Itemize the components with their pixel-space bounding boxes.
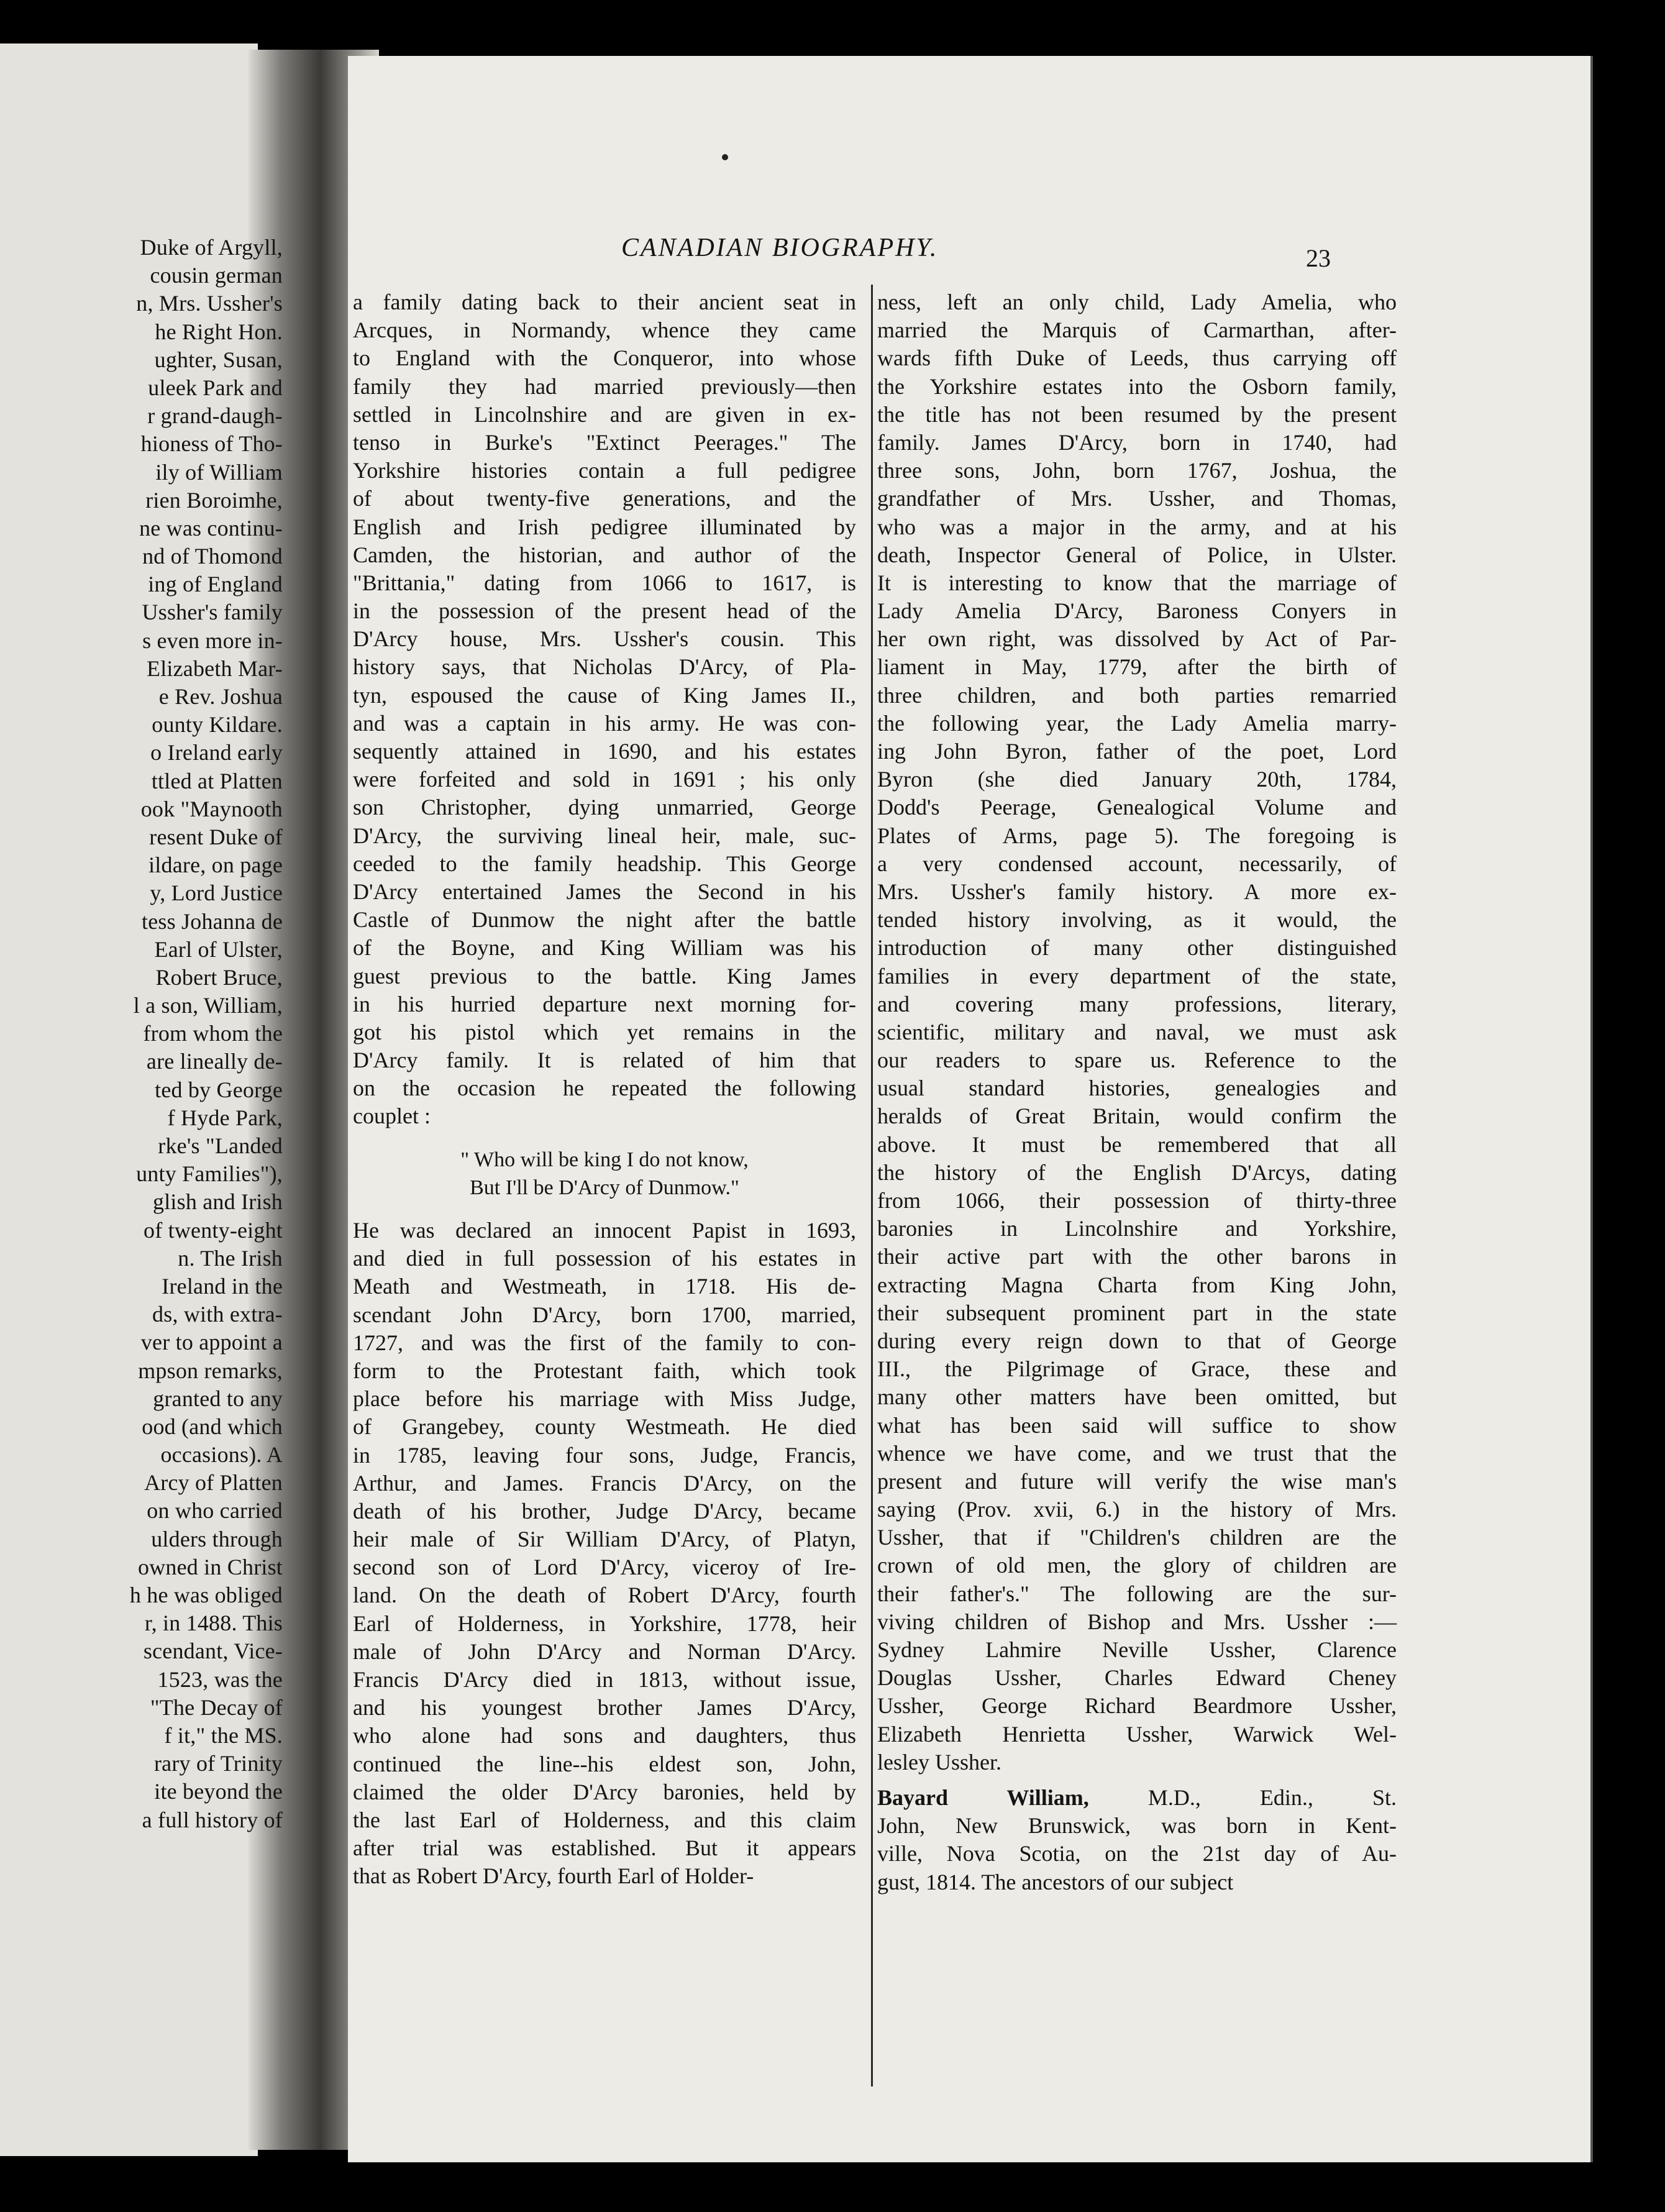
text-line: to England with the Conqueror, into whose [353, 345, 856, 371]
left-page-line: Arcy of Platten [144, 1470, 283, 1496]
text-line: got his pistol which yet remains in the [353, 1019, 856, 1044]
text-line: viving children of Bishop and Mrs. Ussher :— [877, 1609, 1397, 1634]
text-line: liament in May, 1779, after the birth of [877, 654, 1397, 680]
text-line: in the possession of the present head of the [353, 598, 856, 624]
entry-credentials: M.D., Edin., St. [1088, 1785, 1397, 1810]
text-line: of about twenty-five generations, and the [353, 486, 856, 511]
text-line: whence we have come, and we trust that the [877, 1440, 1397, 1466]
text-line: usual standard histories, genealogies and [877, 1076, 1397, 1101]
text-line: Mrs. Ussher's family history. A more ex- [877, 879, 1397, 904]
left-page-line: o Ireland early [150, 740, 283, 766]
text-line: form to the Protestant faith, which took [353, 1358, 856, 1383]
text-line: their subsequent prominent part in the state [877, 1300, 1397, 1325]
text-line: the history of the English D'Arcys, dating [877, 1159, 1397, 1185]
text-line: who alone had sons and daughters, thus [353, 1723, 856, 1748]
left-page-line: y, Lord Justice [150, 880, 283, 906]
text-line: second son of Lord D'Arcy, viceroy of Ire- [353, 1555, 856, 1580]
left-page-line: a full history of [142, 1807, 283, 1832]
text-line: tyn, espoused the cause of King James II., [353, 682, 856, 708]
left-page-line: resent Duke of [149, 824, 283, 849]
left-page-line: cousin german [150, 263, 283, 288]
text-line: lesley Ussher. [877, 1749, 1001, 1775]
left-page-line: r grand-daugh- [147, 403, 283, 429]
text-line: the following year, the Lady Amelia marry- [877, 710, 1397, 736]
left-page-line: on who carried [147, 1498, 283, 1524]
text-line: crown of old men, the glory of children are [877, 1553, 1397, 1578]
text-line: history says, that Nicholas D'Arcy, of Pla- [353, 654, 856, 680]
text-line: Elizabeth Henrietta Ussher, Warwick Wel- [877, 1721, 1397, 1747]
entry-heading-line [877, 1784, 1397, 1812]
text-line: their active part with the other barons in [877, 1244, 1397, 1269]
left-page-line: "The Decay of [150, 1694, 283, 1720]
text-line: our readers to spare us. Reference to the [877, 1048, 1397, 1073]
text-line: of the Boyne, and King William was his [353, 935, 856, 961]
text-line: scientific, military and naval, we must ask [877, 1019, 1397, 1044]
text-line: three children, and both parties remarried [877, 682, 1397, 708]
text-line: place before his marriage with Miss Judge, [353, 1386, 856, 1412]
text-line: Byron (she died January 20th, 1784, [877, 767, 1397, 792]
text-line: families in every department of the state, [877, 963, 1397, 989]
left-page-line: ily of William [155, 459, 283, 485]
text-line: ing John Byron, father of the poet, Lord [877, 739, 1397, 764]
left-page-line: ulders through [151, 1526, 283, 1552]
text-line: introduction of many other distinguished [877, 935, 1397, 961]
text-line: Arthur, and James. Francis D'Arcy, on the [353, 1470, 856, 1496]
text-line: grandfather of Mrs. Ussher, and Thomas, [877, 486, 1397, 511]
quote-line: " Who will be king I do not know, [460, 1148, 749, 1171]
left-page-line: scendant, Vice- [143, 1638, 283, 1664]
left-page-line: n. The Irish [178, 1245, 283, 1271]
text-line: sequently attained in 1690, and his estates [353, 739, 856, 764]
left-page-line: Elizabeth Mar- [147, 656, 283, 681]
text-line: and his youngest brother James D'Arcy, [353, 1695, 856, 1721]
text-line: English and Irish pedigree illuminated by [353, 514, 856, 539]
left-page-line: glish and Irish [153, 1189, 283, 1215]
text-line: wards fifth Duke of Leeds, thus carrying off [877, 345, 1397, 371]
text-line: and died in full possession of his estates in [353, 1246, 856, 1271]
text-line: a family dating back to their ancient seat in [353, 290, 856, 314]
text-line: of Grangebey, county Westmeath. He died [353, 1414, 856, 1440]
left-page-line: owned in Christ [138, 1554, 283, 1579]
text-line: Francis D'Arcy died in 1813, without issue, [353, 1667, 856, 1692]
left-page-line: ds, with extra- [152, 1302, 283, 1327]
text-line: ceeded to the family headship. This George [353, 851, 856, 876]
paragraph-gap [353, 1131, 856, 1146]
ink-speck [722, 154, 728, 160]
entry-name: Bayard William, [877, 1785, 1089, 1810]
text-line: settled in Lincolnshire and are given in ex- [353, 401, 856, 427]
text-line: ville, Nova Scotia, on the 21st day of Au- [877, 1841, 1397, 1867]
text-line: son Christopher, dying unmarried, George [353, 795, 856, 820]
text-line: many other matters have been omitted, but [877, 1384, 1397, 1410]
left-page-line: Duke of Argyll, [140, 235, 283, 260]
left-page-line: f it," the MS. [164, 1722, 283, 1748]
text-line: baronies in Lincolnshire and Yorkshire, [877, 1216, 1397, 1241]
text-line: Plates of Arms, page 5). The foregoing is [877, 823, 1397, 848]
left-page-line: ted by George [155, 1077, 283, 1102]
left-page-line: Ireland in the [162, 1273, 283, 1299]
left-page-line: e Rev. Joshua [158, 684, 283, 709]
text-line: Yorkshire histories contain a full pedigree [353, 458, 856, 483]
left-page-line: h he was obliged [129, 1583, 283, 1607]
text-line: Sydney Lahmire Neville Ussher, Clarence [877, 1637, 1397, 1662]
text-line: during every reign down to that of George [877, 1328, 1397, 1353]
text-line: family they had married previously—then [353, 373, 856, 399]
quote-line: But I'll be D'Arcy of Dunmow." [470, 1176, 739, 1199]
text-line: her own right, was dissolved by Act of Par- [877, 626, 1397, 652]
text-line: death, Inspector General of Police, in Ulster. [877, 542, 1397, 567]
text-line: and was a captain in his army. He was con- [353, 710, 856, 736]
text-line: a very condensed account, necessarily, of [877, 851, 1397, 876]
text-line: male of John D'Arcy and Norman D'Arcy. [353, 1638, 856, 1664]
left-page-line: s even more in- [142, 628, 283, 653]
left-page-line: he Right Hon. [155, 319, 283, 344]
left-page-line: from whom the [143, 1021, 283, 1046]
text-line: three sons, John, born 1767, Joshua, the [877, 458, 1397, 483]
left-page-line: ook "Maynooth [140, 796, 283, 821]
text-line: Castle of Dunmow the night after the battle [353, 907, 856, 933]
text-line: heir male of Sir William D'Arcy, of Platyn, [353, 1527, 856, 1552]
running-title: CANADIAN BIOGRAPHY. [621, 234, 939, 262]
left-page-line: Robert Bruce, [155, 964, 283, 990]
paragraph-gap [353, 1202, 856, 1217]
text-line: death of his brother, Judge D'Arcy, became [353, 1498, 856, 1524]
entry-gap [877, 1776, 1397, 1784]
text-line: what has been said will suffice to show [877, 1412, 1397, 1438]
page-number: 23 [1306, 244, 1331, 272]
text-line: It is interesting to know that the marriage of [877, 570, 1397, 595]
left-page-line: mpson remarks, [138, 1358, 283, 1383]
left-page-line: ne was continu- [139, 515, 283, 541]
left-page-line: ver to appoint a [140, 1330, 283, 1355]
text-line: 1727, and was the first of the family to con- [353, 1330, 856, 1355]
text-line: D'Arcy family. It is related of him that [353, 1048, 856, 1073]
text-line: from 1066, their possession of thirty-three [877, 1188, 1397, 1213]
text-line: gust, 1814. The ancestors of our subject [877, 1869, 1234, 1894]
text-line: after trial was established. But it appears [353, 1835, 856, 1861]
left-page-line: ite beyond the [154, 1779, 283, 1804]
left-page-line: Ussher's family [142, 600, 283, 625]
text-line: present and future will verify the wise man's [877, 1468, 1397, 1494]
text-line: married the Marquis of Carmarthan, after- [877, 318, 1397, 343]
column-rule [871, 285, 873, 2086]
text-line: heralds of Great Britain, would confirm the [877, 1104, 1397, 1129]
text-line: D'Arcy, the surviving lineal heir, male, suc- [353, 823, 856, 848]
text-line: guest previous to the battle. King James [353, 963, 856, 989]
left-page-text [0, 234, 283, 1834]
left-page-line: ttled at Platten [151, 768, 283, 793]
text-line: their father's." The following are the sur- [877, 1581, 1397, 1606]
left-page-line: 1523, was the [157, 1666, 283, 1692]
left-page-line: ing of England [148, 572, 283, 597]
text-line: Douglas Ussher, Charles Edward Cheney [877, 1665, 1397, 1691]
left-page-line: ounty Kildare. [152, 712, 283, 738]
left-page-line: f Hyde Park, [167, 1105, 283, 1130]
text-line: Meath and Westmeath, in 1718. His de- [353, 1274, 856, 1299]
text-line: family. James D'Arcy, born in 1740, had [877, 429, 1397, 455]
text-line: tended history involving, as it would, the [877, 907, 1397, 933]
text-line: above. It must be remembered that all [877, 1131, 1397, 1157]
text-line: He was declared an innocent Papist in 1693, [353, 1218, 856, 1243]
text-line: the title has not been resumed by the present [877, 401, 1397, 427]
text-line: ness, left an only child, Lady Amelia, who [877, 290, 1397, 314]
left-page-line: ughter, Susan, [154, 347, 283, 372]
left-page-line: ood (and which [142, 1414, 283, 1439]
text-line: Arcques, in Normandy, whence they came [353, 318, 856, 343]
left-page-line: r, in 1488. This [144, 1611, 283, 1636]
text-line: couplet : [353, 1104, 431, 1129]
text-line: in his hurried departure next morning for- [353, 991, 856, 1017]
left-page-line: nd of Thomond [142, 544, 283, 569]
left-page-line: Earl of Ulster, [154, 936, 283, 962]
text-column-right [877, 288, 1397, 1896]
text-column-left [353, 288, 856, 1891]
left-page-line: rary of Trinity [153, 1751, 283, 1776]
text-line: in 1785, leaving four sons, Judge, Francis, [353, 1442, 856, 1468]
text-line: land. On the death of Robert D'Arcy, fourth [353, 1583, 856, 1608]
text-line: saying (Prov. xvii, 6.) in the history of Mrs. [877, 1497, 1397, 1522]
left-page-line: of twenty-eight [144, 1217, 283, 1243]
text-line: "Brittania," dating from 1066 to 1617, is [353, 570, 856, 595]
text-line: III., the Pilgrimage of Grace, these and [877, 1356, 1397, 1382]
text-line: tenso in Burke's "Extinct Peerages." The [353, 429, 856, 455]
text-line: the last Earl of Holderness, and this claim [353, 1807, 856, 1832]
text-line: D'Arcy house, Mrs. Ussher's cousin. This [353, 626, 856, 652]
text-line: scendant John D'Arcy, born 1700, married, [353, 1302, 856, 1327]
text-line: Lady Amelia D'Arcy, Baroness Conyers in [877, 598, 1397, 624]
text-line: and covering many professions, literary, [877, 991, 1397, 1017]
left-page-line: ildare, on page [148, 852, 283, 878]
text-line: Ussher, George Richard Beardmore Ussher, [877, 1693, 1397, 1719]
left-page-line: tess Johanna de [142, 908, 283, 934]
left-page-line: are lineally de- [146, 1049, 283, 1074]
left-page-line: granted to any [153, 1386, 283, 1411]
text-line: D'Arcy entertained James the Second in his [353, 879, 856, 904]
text-line: that as Robert D'Arcy, fourth Earl of Holder- [353, 1863, 754, 1889]
text-line: on the occasion he repeated the following [353, 1076, 856, 1101]
text-line: Ussher, that if "Children's children are the [877, 1525, 1397, 1550]
left-page-line: occasions). A [160, 1442, 283, 1468]
text-line: the Yorkshire estates into the Osborn family, [877, 373, 1397, 399]
left-page-line: n, Mrs. Ussher's [136, 291, 283, 316]
text-line: extracting Magna Charta from King John, [877, 1272, 1397, 1297]
text-line: claimed the older D'Arcy baronies, held by [353, 1779, 856, 1804]
text-line: continued the line--his eldest son, John, [353, 1751, 856, 1776]
left-page-line: rke's "Landed [158, 1133, 283, 1158]
text-line: were forfeited and sold in 1691 ; his only [353, 767, 856, 792]
left-page-line: uleek Park and [148, 375, 283, 400]
left-page-line: rien Boroimhe, [145, 487, 283, 513]
text-line: Camden, the historian, and author of the [353, 542, 856, 567]
left-page-line: l a son, William, [133, 993, 283, 1018]
text-line: Dodd's Peerage, Genealogical Volume and [877, 795, 1397, 820]
text-line: who was a major in the army, and at his [877, 514, 1397, 539]
text-line: John, New Brunswick, was born in Kent- [877, 1813, 1397, 1839]
left-page-line: unty Families"), [136, 1161, 283, 1187]
left-page-line: hioness of Tho- [140, 431, 283, 457]
text-line: Earl of Holderness, in Yorkshire, 1778, heir [353, 1611, 856, 1636]
